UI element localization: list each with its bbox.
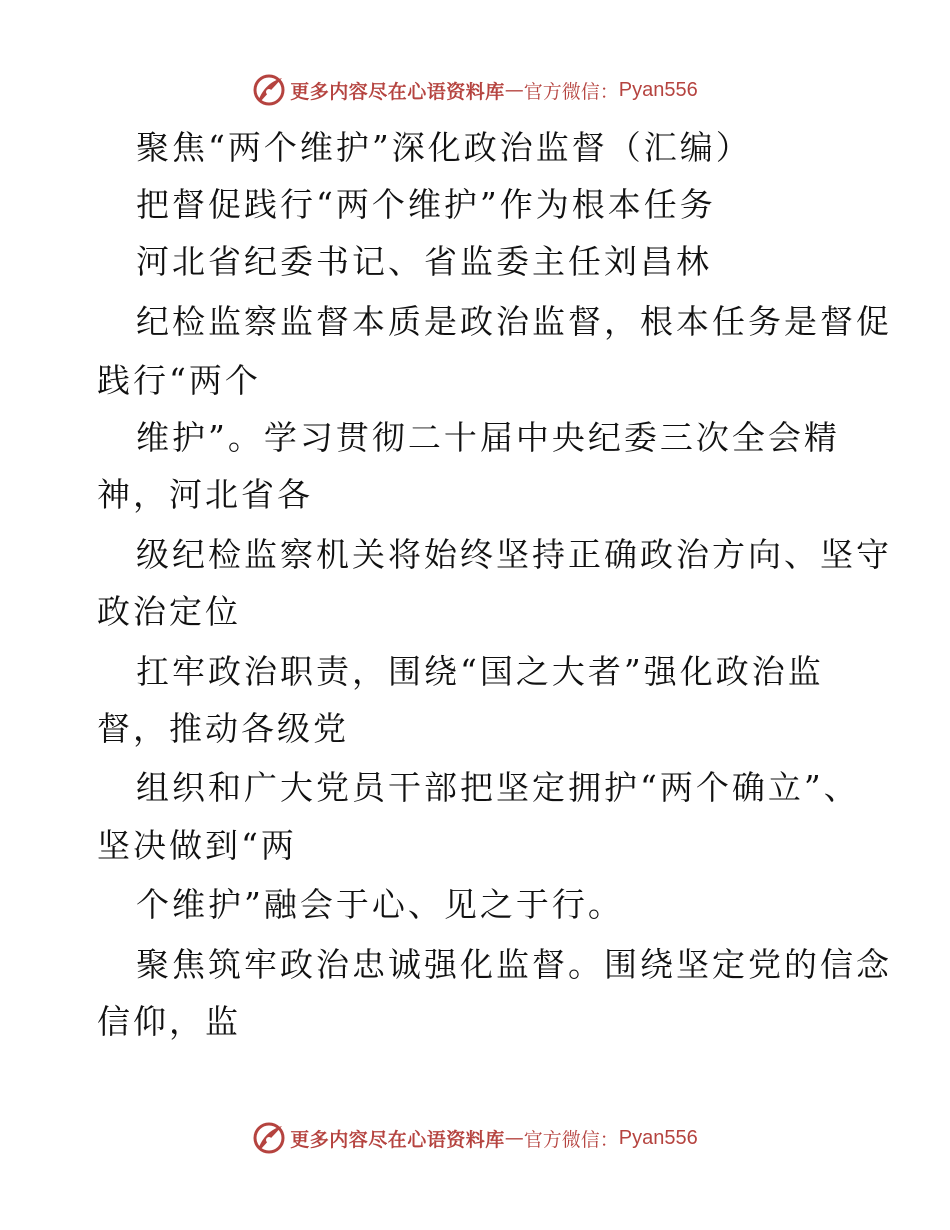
page-footer-watermark <box>0 1118 950 1158</box>
paragraph-line: 神，河北省各 <box>97 475 313 514</box>
footer-wechat-id: Pyan556 <box>618 1126 698 1149</box>
paragraph-line: 个维护”融会于心、见之于行。 <box>136 885 624 924</box>
brand-logo-icon <box>252 1121 286 1155</box>
paragraph-line: 级纪检监察机关将始终坚持正确政治方向、坚守 <box>136 535 892 574</box>
paragraph-line: 信仰，监 <box>97 1002 241 1041</box>
footer-brand-text: 更多内容尽在心语资料库 <box>290 1128 505 1151</box>
header-wechat-id: Pyan556 <box>618 78 698 101</box>
footer-separator: — <box>504 1127 524 1149</box>
paragraph-line: 组织和广大党员干部把坚定拥护“两个确立”、 <box>136 768 860 807</box>
doc-author: 河北省纪委书记、省监委主任刘昌林 <box>136 242 712 281</box>
paragraph-line: 维护”。学习贯彻二十届中央纪委三次全会精 <box>136 418 840 457</box>
doc-title: 聚焦“两个维护”深化政治监督（汇编） <box>136 128 752 167</box>
page-header-watermark <box>0 70 950 110</box>
paragraph-line: 践行“两个 <box>97 361 261 400</box>
paragraph-line: 坚决做到“两 <box>97 826 297 865</box>
header-wechat-label: 官方微信： <box>523 80 619 103</box>
paragraph-line: 纪检监察监督本质是政治监督，根本任务是督促 <box>136 302 892 341</box>
footer-wechat-label: 官方微信： <box>523 1128 619 1151</box>
doc-subtitle: 把督促践行“两个维护”作为根本任务 <box>136 185 716 224</box>
paragraph-line: 扛牢政治职责，围绕“国之大者”强化政治监 <box>136 652 824 691</box>
brand-logo-icon <box>252 73 286 107</box>
paragraph-line: 督，推动各级党 <box>97 709 349 748</box>
paragraph-line: 聚焦筑牢政治忠诚强化监督。围绕坚定党的信念 <box>136 945 892 984</box>
header-brand-text: 更多内容尽在心语资料库 <box>290 80 505 103</box>
header-separator: — <box>504 79 524 101</box>
paragraph-line: 政治定位 <box>97 592 241 631</box>
